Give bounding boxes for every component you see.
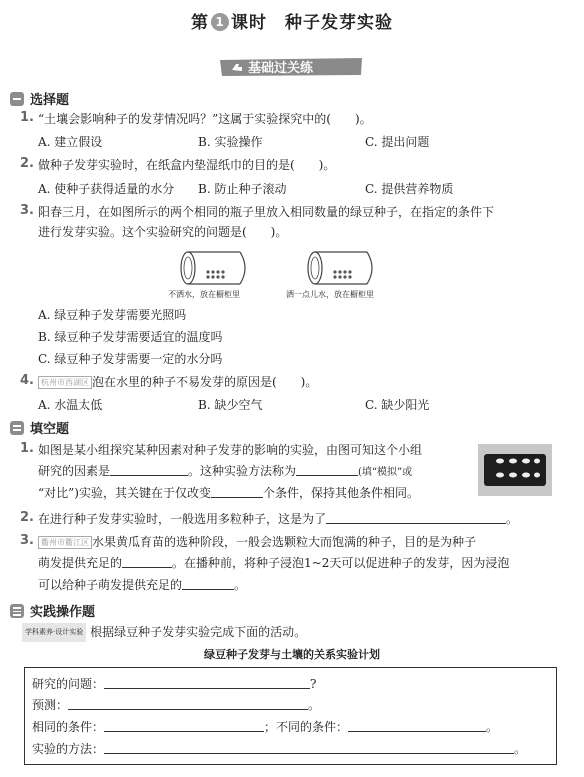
q4-number: 4. — [20, 373, 34, 388]
section-icon — [10, 604, 24, 618]
q4-text: 杭州市西湖区 泡在水里的种子不易发芽的原因是( )。 — [38, 374, 317, 391]
section-practice-heading: 实践操作题 — [10, 601, 95, 620]
f3-blank-1[interactable] — [122, 556, 172, 568]
plan-table-title: 绿豆种子发芽与土壤的关系实验计划 — [204, 648, 380, 661]
q2-text: 做种子发芽实验时，在纸盒内垫湿纸巾的目的是( )。 — [38, 158, 336, 172]
jar-dry-caption: 不洒水，放在橱柜里 — [168, 290, 240, 299]
title-prefix: 第 — [191, 13, 209, 33]
plan-row-method: 实验的方法： 。 — [32, 742, 527, 756]
method-blank[interactable] — [104, 742, 514, 754]
q2-option-c[interactable]: C. 提供营养物质 — [365, 182, 454, 196]
f1-line1: 如图是某小组探究某种因素对种子发芽的影响的实验，由图可知这个小组 — [38, 443, 423, 457]
q1-text: “土壤会影响种子的发芽情况吗？”这属于实验探究中的( )。 — [38, 112, 372, 126]
q2-option-a[interactable]: A. 使种子获得适量的水分 — [38, 182, 175, 196]
q4-option-c[interactable]: C. 缺少阳光 — [365, 398, 430, 412]
section-icon — [10, 421, 24, 435]
q3-option-a[interactable]: A. 绿豆种子发芽需要光照吗 — [38, 308, 187, 322]
jar-wet-illustration — [305, 248, 381, 288]
f1-blank-3[interactable] — [211, 486, 263, 498]
q3-line2: 进行发芽实验。这个实验研究的问题是( )。 — [38, 225, 288, 239]
f1-line3: “对比”)实验，其关键在于仅改变 个条件，保持其他条件相同。 — [38, 486, 419, 500]
jar-wet-caption: 洒一点儿水，放在橱柜里 — [286, 290, 374, 299]
q2-option-b[interactable]: B. 防止种子滚动 — [198, 182, 287, 196]
page-title — [0, 8, 584, 33]
f2-blank[interactable] — [326, 512, 506, 524]
prediction-blank[interactable] — [68, 698, 308, 710]
section-banner — [218, 57, 364, 77]
region-tag: 衢州市衢江区 — [38, 536, 92, 549]
q4-option-b[interactable]: B. 缺少空气 — [198, 398, 263, 412]
f3-line3: 可以给种子萌发提供充足的 。 — [38, 578, 247, 592]
section-choice-heading: 选择题 — [10, 89, 69, 108]
q1-option-a[interactable]: A. 建立假设 — [38, 135, 103, 149]
f2-number: 2. — [20, 510, 34, 525]
q3-option-c[interactable]: C. 绿豆种子发芽需要一定的水分吗 — [38, 352, 223, 366]
section-icon — [10, 92, 24, 106]
q3-option-b[interactable]: B. 绿豆种子发芽需要适宜的温度吗 — [38, 330, 223, 344]
q1-option-c[interactable]: C. 提出问题 — [365, 135, 430, 149]
plan-row-prediction: 预测： 。 — [32, 698, 321, 712]
q1-number: 1. — [20, 110, 34, 125]
seed-experiment-photo — [478, 444, 552, 496]
different-conditions-blank[interactable] — [348, 720, 486, 732]
jar-dry-illustration — [178, 248, 254, 288]
f3-line2: 萌发提供充足的 。在播种前，将种子浸泡1~2天可以促进种子的发芽，因为浸泡 — [38, 556, 510, 570]
title-suffix: 课时 种子发芽实验 — [231, 13, 393, 33]
banner-text: 基础过关练 — [248, 61, 314, 76]
p-instructions: 学科素养·设计实验 根据绿豆种子发芽实验完成下面的活动。 — [22, 623, 306, 642]
same-conditions-blank[interactable] — [104, 720, 264, 732]
q2-number: 2. — [20, 156, 34, 171]
plan-row-question: 研究的问题： ? — [32, 677, 317, 691]
lesson-number-badge: 1 — [211, 13, 229, 31]
region-tag: 杭州市西湖区 — [38, 376, 92, 389]
q3-number: 3. — [20, 203, 34, 218]
q4-option-a[interactable]: A. 水温太低 — [38, 398, 103, 412]
f1-blank-1[interactable] — [110, 464, 188, 476]
plan-row-conditions: 相同的条件： ；不同的条件： 。 — [32, 720, 499, 734]
q3-line1: 阳春三月，在如图所示的两个相同的瓶子里放入相同数量的绿豆种子，在指定的条件下 — [38, 205, 495, 219]
section-fill-heading: 填空题 — [10, 418, 69, 437]
skill-tag: 学科素养·设计实验 — [22, 623, 86, 642]
f1-line2: 研究的因素是 。这种实验方法称为 (填“模拟”或 — [38, 464, 413, 478]
f1-blank-2[interactable] — [296, 464, 358, 476]
question-blank[interactable] — [104, 677, 310, 689]
f2-text: 在进行种子发芽实验时，一般选用多粒种子，这是为了 。 — [38, 512, 519, 526]
f1-number: 1. — [20, 441, 34, 456]
f3-line1: 衢州市衢江区 水果黄瓜育苗的选种阶段，一般会选颗粒大而饱满的种子，目的是为种子 — [38, 534, 476, 551]
f3-number: 3. — [20, 533, 34, 548]
f3-blank-2[interactable] — [182, 578, 234, 590]
q1-option-b[interactable]: B. 实验操作 — [198, 135, 263, 149]
